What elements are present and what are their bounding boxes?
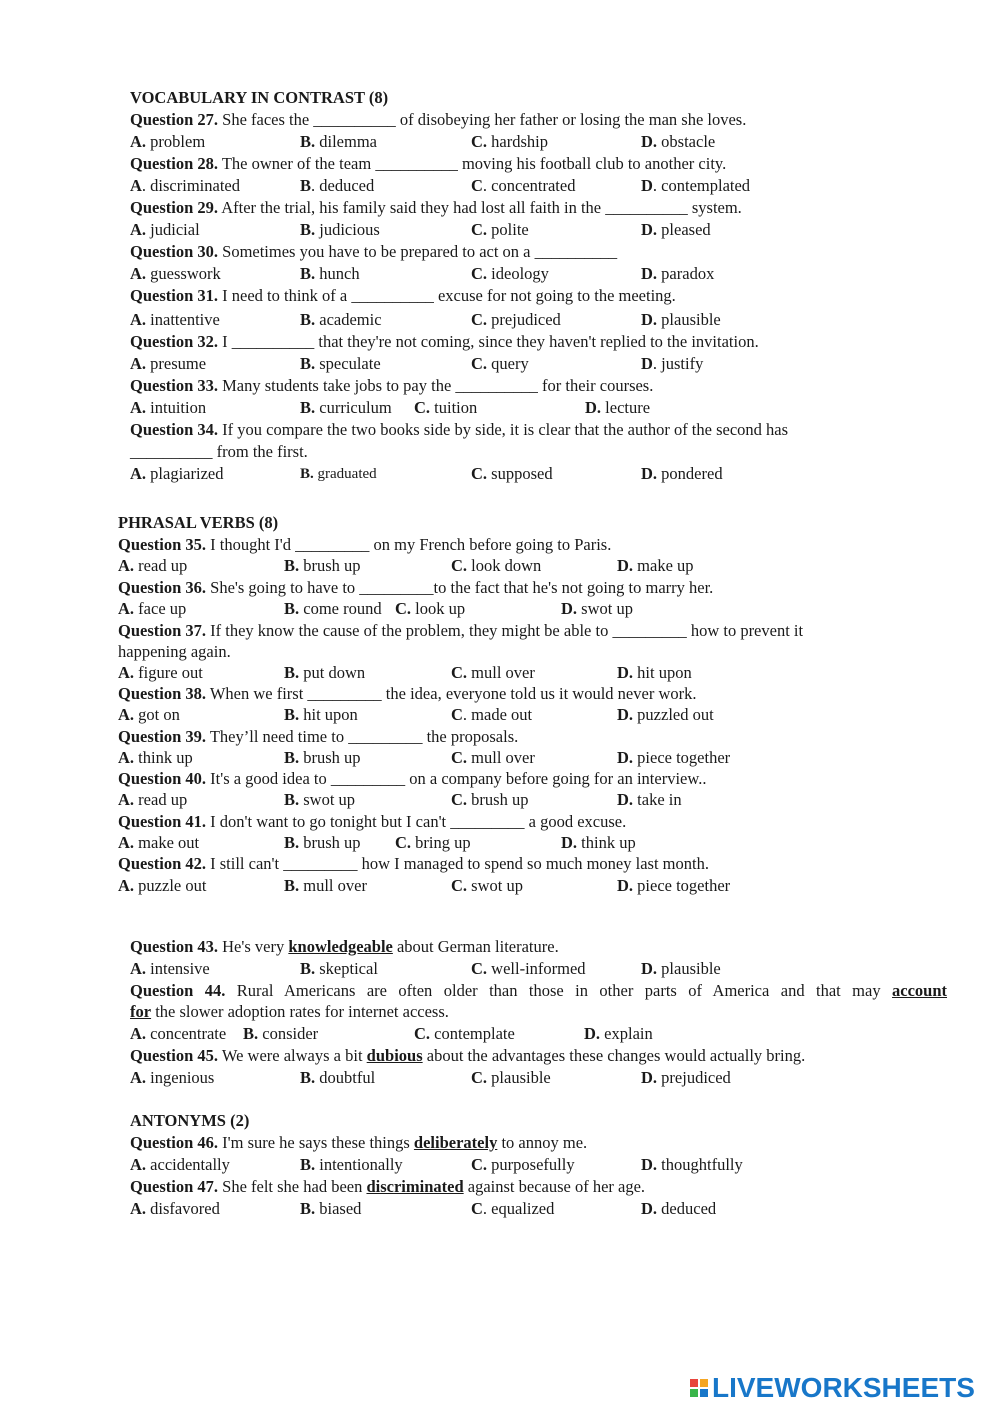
option-d[interactable]: D. thoughtfully [641, 1155, 743, 1174]
option-b[interactable]: B. brush up [284, 556, 361, 575]
option-a[interactable]: A. ingenious [130, 1068, 215, 1087]
question-37: Question 37. If they know the cause of the problem, they might be able to _________ how to prevent it [118, 621, 804, 640]
option-a[interactable]: A. judicial [130, 220, 200, 239]
option-c[interactable]: C. look down [451, 556, 542, 575]
option-d[interactable]: D. plausible [641, 310, 721, 329]
option-a[interactable]: A. guesswork [130, 264, 221, 283]
option-d[interactable]: D. make up [617, 556, 694, 575]
option-c[interactable]: C. tuition [414, 398, 478, 417]
question-39: Question 39. They’ll need time to _________ the proposals. [118, 727, 519, 746]
option-a[interactable]: A. make out [118, 833, 200, 852]
question-31: Question 31. I need to think of a __________ excuse for not going to the meeting. [130, 286, 676, 305]
question-32: Question 32. I __________ that they're not coming, since they haven't replied to the invitation. [130, 332, 759, 351]
question-37-continued: happening again. [118, 642, 231, 661]
question-29: Question 29. After the trial, his family said they had lost all faith in the __________ system. [130, 198, 742, 217]
underlined-word: discriminated [366, 1177, 464, 1196]
option-c[interactable]: C. mull over [451, 748, 535, 767]
option-d[interactable]: D. think up [561, 833, 636, 852]
option-b[interactable]: B. biased [300, 1199, 362, 1218]
option-a[interactable]: A. intuition [130, 398, 207, 417]
option-a[interactable]: A. discriminated [130, 176, 240, 195]
logo-text: LIVEWORKSHEETS [712, 1372, 975, 1403]
question-36: Question 36. She's going to have to _________to the fact that he's not going to marry her. [118, 578, 714, 597]
question-27: Question 27. She faces the __________ of disobeying her father or losing the man she loves. [130, 110, 747, 129]
option-c[interactable]: C. hardship [471, 132, 548, 151]
question-41: Question 41. I don't want to go tonight but I can't _________ a good excuse. [118, 812, 627, 831]
option-b[interactable]: B. hunch [300, 264, 360, 283]
question-47: Question 47. She felt she had been discriminated against because of her age. [130, 1177, 646, 1196]
option-b[interactable]: B. graduated [300, 466, 377, 482]
option-d[interactable]: D. swot up [561, 599, 633, 618]
option-c[interactable]: C. prejudiced [471, 310, 561, 329]
option-b[interactable]: B. dilemma [300, 132, 377, 151]
option-d[interactable]: D. pondered [641, 464, 723, 483]
option-c[interactable]: C. well-informed [471, 959, 586, 978]
option-c[interactable]: C. polite [471, 220, 529, 239]
option-b[interactable]: B. judicious [300, 220, 380, 239]
option-d[interactable]: D. paradox [641, 264, 715, 283]
question-34: Question 34. If you compare the two books side by side, it is clear that the author of the second has [130, 420, 789, 439]
option-a[interactable]: A. inattentive [130, 310, 220, 329]
option-a[interactable]: A. accidentally [130, 1155, 230, 1174]
option-b[interactable]: B. curriculum [300, 398, 392, 417]
option-c[interactable]: C. bring up [395, 833, 471, 852]
option-b[interactable]: B. swot up [284, 790, 356, 809]
option-a[interactable]: A. think up [118, 748, 193, 767]
question-28: Question 28. The owner of the team __________ moving his football club to another city. [130, 154, 727, 173]
option-a[interactable]: A. intensive [130, 959, 210, 978]
question-46: Question 46. I'm sure he says these things deliberately to annoy me. [130, 1133, 588, 1152]
option-a[interactable]: A. disfavored [130, 1199, 220, 1218]
question-45: Question 45. We were always a bit dubious about the advantages these changes would actually bring. [130, 1046, 806, 1065]
option-b[interactable]: B. consider [243, 1024, 319, 1043]
option-d[interactable]: D. prejudiced [641, 1068, 731, 1087]
option-c[interactable]: C. query [471, 354, 529, 373]
option-a[interactable]: A. got on [118, 705, 180, 724]
option-c[interactable]: C. made out [451, 705, 533, 724]
question-33: Question 33. Many students take jobs to pay the __________ for their courses. [130, 376, 654, 395]
option-d[interactable]: D. deduced [641, 1199, 717, 1218]
option-d[interactable]: D. lecture [585, 398, 651, 417]
option-c[interactable]: C. brush up [451, 790, 529, 809]
option-d[interactable]: D. contemplated [641, 176, 751, 195]
option-a[interactable]: A. problem [130, 132, 206, 151]
option-a[interactable]: A. read up [118, 556, 188, 575]
underlined-word: deliberately [413, 1133, 498, 1152]
option-b[interactable]: B. deduced [300, 176, 375, 195]
option-d[interactable]: D. puzzled out [617, 705, 714, 724]
option-c[interactable]: C. look up [395, 599, 466, 618]
option-a[interactable]: A. puzzle out [118, 876, 207, 895]
question-42: Question 42. I still can't _________ how I managed to spend so much money last month. [118, 854, 709, 873]
logo-mark-icon [690, 1379, 708, 1397]
option-b[interactable]: B. brush up [284, 748, 361, 767]
option-c[interactable]: C. concentrated [471, 176, 576, 195]
section-heading-phrasal-verbs: PHRASAL VERBS (8) [118, 513, 279, 532]
question-38: Question 38. When we first _________ the idea, everyone told us it would never work. [118, 684, 697, 703]
option-b[interactable]: B. academic [300, 310, 382, 329]
question-43: Question 43. He's very knowledgeable about German literature. [130, 937, 559, 956]
option-a[interactable]: A. face up [118, 599, 187, 618]
option-d[interactable]: D. pleased [641, 220, 711, 239]
option-b[interactable]: B. put down [284, 663, 366, 682]
option-b[interactable]: B. speculate [300, 354, 381, 373]
option-b[interactable]: B. come round [284, 599, 382, 618]
option-d[interactable]: D. take in [617, 790, 682, 809]
section-heading-vocabulary: VOCABULARY IN CONTRAST (8) [130, 88, 389, 107]
option-c[interactable]: C. swot up [451, 876, 523, 895]
question-44-continued: for the slower adoption rates for internet access. [130, 1002, 449, 1021]
option-c[interactable]: C. equalized [471, 1199, 555, 1218]
option-c[interactable]: C. purposefully [471, 1155, 575, 1174]
option-a[interactable]: A. figure out [118, 663, 203, 682]
underlined-word: dubious [366, 1046, 423, 1065]
option-d[interactable]: D. piece together [617, 748, 731, 767]
option-b[interactable]: B. brush up [284, 833, 361, 852]
option-b[interactable]: B. skeptical [300, 959, 378, 978]
question-44: Question 44. Rural Americans are often older than those in other parts of America and that may account [130, 981, 948, 1000]
option-d[interactable]: D. obstacle [641, 132, 716, 151]
question-40: Question 40. It's a good idea to _________ on a company before going for an interview.. [118, 769, 707, 788]
question-35: Question 35. I thought I'd _________ on my French before going to Paris. [118, 535, 612, 554]
option-a[interactable]: A. concentrate [130, 1024, 227, 1043]
underlined-word: knowledgeable [288, 937, 393, 956]
option-d[interactable]: D. piece together [617, 876, 731, 895]
option-d[interactable]: D. justify [641, 354, 704, 373]
option-a[interactable]: A. read up [118, 790, 188, 809]
option-b[interactable]: B. intentionally [300, 1155, 403, 1174]
underlined-word: account [892, 981, 948, 1000]
option-c[interactable]: C. ideology [471, 264, 549, 283]
option-d[interactable]: D. plausible [641, 959, 721, 978]
question-34-continued: __________ from the first. [130, 442, 308, 461]
option-b[interactable]: B. hit upon [284, 705, 358, 724]
option-d[interactable]: D. explain [584, 1024, 653, 1043]
underlined-word: for [130, 1002, 152, 1021]
option-c[interactable]: C. contemplate [414, 1024, 515, 1043]
option-c[interactable]: C. supposed [471, 464, 553, 483]
question-30: Question 30. Sometimes you have to be prepared to act on a __________ [130, 242, 618, 261]
option-a[interactable]: A. presume [130, 354, 207, 373]
option-c[interactable]: C. mull over [451, 663, 535, 682]
option-d[interactable]: D. hit upon [617, 663, 692, 682]
option-b[interactable]: B. doubtful [300, 1068, 376, 1087]
option-a[interactable]: A. plagiarized [130, 464, 224, 483]
option-c[interactable]: C. plausible [471, 1068, 551, 1087]
option-b[interactable]: B. mull over [284, 876, 367, 895]
section-heading-antonyms: ANTONYMS (2) [130, 1111, 250, 1130]
liveworksheets-logo[interactable] [690, 1373, 975, 1403]
